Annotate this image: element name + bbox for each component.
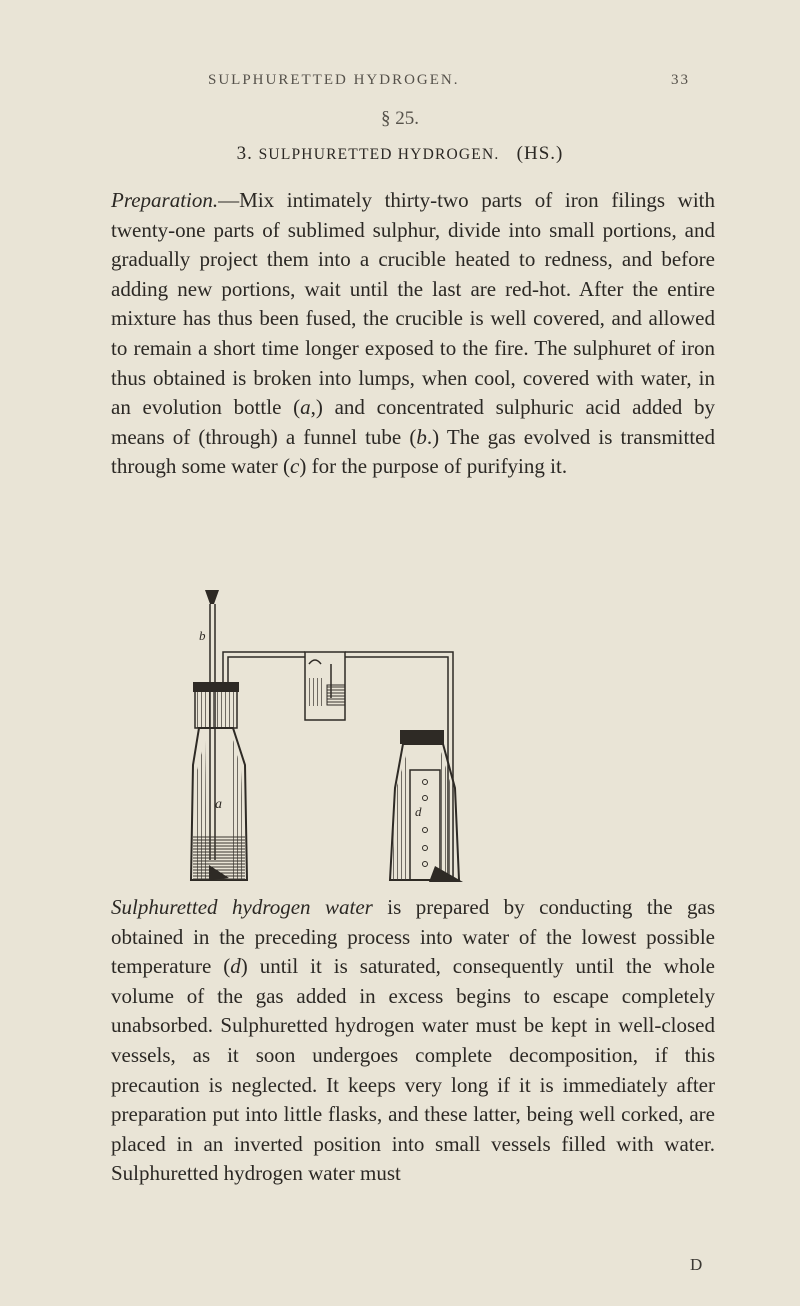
para2-text-b: ) until it is saturated, consequently until the whole volume of the gas added in excess begins to escape completely unabsorbed. Sulphuretted hydrogen water must be kept in well-closed vessels, as it soon undergoes complete decomposition, if this precaution is neglected. It keeps very long if it is immediately after preparation put into little flasks, and these latter, being well corked, are placed in an inverted position into small vessels filled with water. Sulphuretted hydrogen water must bbox=[111, 954, 715, 1186]
figure-label-a: a bbox=[215, 797, 222, 812]
apparatus-illustration bbox=[185, 560, 545, 890]
signature-mark: D bbox=[690, 1255, 703, 1274]
running-head-title: SULPHURETTED HYDROGEN. bbox=[208, 72, 460, 88]
heading-number: 3. bbox=[236, 143, 253, 164]
figure-label-d: d bbox=[415, 804, 422, 819]
section-mark: § 25. bbox=[381, 108, 419, 129]
para1-text-b: ,) and concentrated sulphuric acid added by means of (through) a funnel tube ( bbox=[111, 395, 715, 449]
sulphuretted-water-paragraph bbox=[111, 893, 715, 1189]
absorption-bottle bbox=[390, 730, 463, 882]
preparation-lead: Preparation. bbox=[111, 188, 219, 212]
heading-formula: (HS.) bbox=[516, 143, 564, 164]
para2-lead: Sulphuretted hydrogen water bbox=[111, 895, 373, 919]
ref-a: a bbox=[300, 395, 311, 420]
para1-text-a: —Mix intimately thirty-two parts of iron filings with twenty-one parts of sublimed sulphur, divide into small portions, and gradually project them into a crucible heated to redness, and before adding new portions, wait until the last are red-hot. After the entire mixture has thus been fused, the crucible is well covered, and allowed to remain a short time longer exposed to the fire. The sulphuret of iron thus obtained is broken into lumps, when cool, covered with water, in an evolution bottle ( bbox=[111, 188, 715, 420]
para2-text-a: is prepared by conducting the gas obtained in the preceding process into water of the lowest possible temperature ( bbox=[111, 895, 715, 979]
ref-c: c bbox=[290, 454, 300, 479]
evolution-bottle bbox=[191, 682, 247, 880]
preparation-paragraph bbox=[111, 186, 715, 482]
ref-b: b bbox=[416, 424, 427, 449]
figure-label-b: b bbox=[199, 628, 206, 643]
para1-text-c: .) The gas evolved is transmitted through some water ( bbox=[111, 424, 716, 479]
page-number: 33 bbox=[671, 72, 690, 88]
heading-title: SULPHURETTED HYDROGEN. bbox=[258, 146, 500, 163]
ref-d: d bbox=[230, 954, 241, 979]
section-heading bbox=[0, 143, 800, 165]
wash-bottle bbox=[305, 652, 345, 720]
para1-text-d: ) for the purpose of purifying it. bbox=[299, 454, 568, 479]
